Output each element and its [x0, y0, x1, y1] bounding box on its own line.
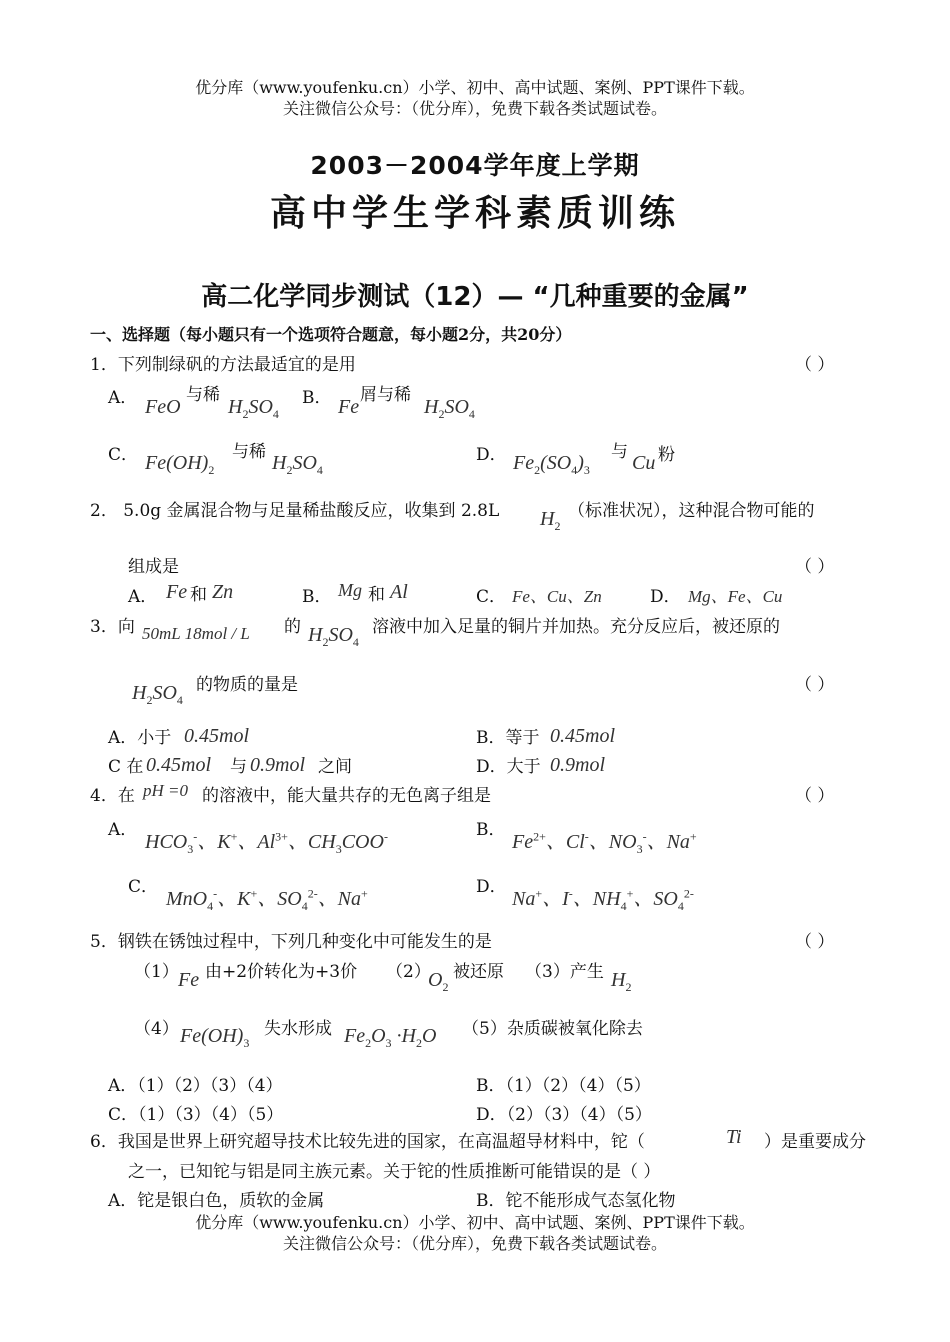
q3-d-text: D．大于	[476, 757, 541, 777]
q3-c-value-2	[250, 754, 305, 777]
q3-c-text-1: C 在	[108, 757, 144, 777]
q5-option-b: B．（1）（2）（4）（5）	[476, 1076, 651, 1096]
q1-answer-paren: （ ）	[795, 355, 835, 375]
q1-c-text: 与稀	[232, 442, 266, 462]
q3-acid: $H_2SO_4$	[308, 624, 359, 649]
q2-answer-paren: （ ）	[795, 557, 835, 577]
q4-answer-paren: （ ）	[795, 786, 835, 806]
q5-item-2-text: 被还原	[453, 962, 504, 982]
q2-b-text: 和	[368, 585, 385, 605]
q1-a-acid: $H_2SO_4$	[228, 396, 279, 421]
q5-stem: 5．钢铁在锈蚀过程中，下列几种变化中可能发生的是	[90, 932, 492, 952]
q3-c-text-2: 与	[230, 757, 247, 777]
q4-c-label: C．	[128, 877, 159, 897]
q3-b-text: B．等于	[476, 728, 540, 748]
q4-c-ions: MnO$_4$-、K+、$SO_4^{2-}$、Na+	[166, 886, 368, 913]
q2-a-label: A．	[128, 587, 158, 607]
q4-a-label: A．	[108, 820, 138, 840]
q5-item-4-formula: $Fe(OH)_3$	[180, 1025, 250, 1050]
q5-item-1: （1）	[134, 962, 179, 982]
q5-item-1-text: 由+2价转化为+3价	[205, 962, 358, 982]
q5-item-5: （5）杂质碳被氧化除去	[462, 1019, 643, 1039]
q5-item-4: （4）	[134, 1019, 179, 1039]
q2-d-label: D．	[650, 587, 681, 607]
q3-a-unit: mol	[219, 725, 249, 747]
q3-a-value	[184, 725, 249, 748]
q6-stem-1: 6．我国是世界上研究超导技术比较先进的国家，在高温超导材料中，铊（	[90, 1132, 645, 1152]
q3-concentration: 50mL 18mol / L	[142, 624, 250, 643]
q2-d-formula: Mg、Fe、Cu	[688, 587, 783, 606]
title-sub: 高二化学同步测试（12）— “几种重要的金属”	[201, 282, 749, 312]
q1-stem: 1．下列制绿矾的方法最适宜的是用	[90, 355, 356, 375]
q1-c-label: C．	[108, 445, 139, 465]
q5-option-a: A．（1）（2）（3）（4）	[108, 1076, 283, 1096]
q4-ph: pH =0	[143, 781, 188, 800]
q3-c-unit-2: mol	[275, 754, 305, 776]
q3-d-num: 0.9	[550, 754, 575, 776]
q4-a-ions: $HCO_3^-$、K+、$Al^{3+}$、$CH_3COO^-$	[145, 829, 388, 856]
q5-option-c: C．（1）（3）（4）（5）	[108, 1105, 284, 1125]
q1-b-label: B．	[302, 388, 332, 408]
q5-item-3: （3）产生	[525, 962, 604, 982]
q3-a-text: A．小于	[108, 728, 172, 748]
q1-a-text: 与稀	[186, 385, 220, 405]
q4-stem-1: 4．在	[90, 786, 135, 806]
q1-a-label: A．	[108, 388, 138, 408]
q4-b-label: B．	[476, 820, 506, 840]
q3-stem-2: 的	[284, 617, 301, 637]
q3-c-num-2: 0.9	[250, 754, 275, 776]
q1-c-formula: $Fe(OH)_2$	[145, 452, 215, 477]
q5-item-2-o2: $O_2$	[428, 969, 449, 994]
q2-stem-3: 组成是	[128, 557, 179, 577]
q1-b-text: 屑与稀	[360, 385, 411, 405]
q3-c-unit-1: mol	[181, 754, 211, 776]
q2-b-mg: Mg	[338, 580, 362, 600]
q1-d-text-1: 与	[611, 442, 628, 462]
q2-stem-1: 2． 5.0g 金属混合物与足量稀盐酸反应，收集到 2.8L	[90, 501, 500, 521]
q6-option-b: B．铊不能形成气态氢化物	[476, 1191, 676, 1211]
q1-c-acid: $H_2SO_4$	[272, 452, 323, 477]
q3-b-unit: mol	[585, 725, 615, 747]
header-line-2: 关注微信公众号：（优分库），免费下载各类试题试卷。	[282, 99, 667, 118]
q2-b-al: Al	[390, 581, 408, 603]
q2-a-zn: Zn	[212, 581, 234, 603]
q1-b-acid: $H_2SO_4$	[424, 396, 475, 421]
q5-answer-paren: （ ）	[795, 932, 835, 952]
q6-stem-3: 之一，已知铊与铝是同主族元素。关于铊的性质推断可能错误的是（ ）	[128, 1162, 661, 1182]
header-line-1: 优分库（www.youfenku.cn）小学、初中、高中试题、案例、PPT课件下载。	[195, 78, 755, 97]
title-main: 高中学生学科素质训练	[269, 193, 680, 234]
q5-item-4-text: 失水形成	[264, 1019, 332, 1039]
q3-c-value-1	[146, 754, 211, 777]
q4-stem-2: 的溶液中，能大量共存的无色离子组是	[202, 786, 491, 806]
q6-option-a: A．铊是银白色，质软的金属	[108, 1191, 325, 1211]
q5-item-3-h2: $H_2$	[611, 969, 632, 994]
q1-b-formula: Fe	[338, 396, 360, 418]
q3-c-text-3: 之间	[318, 757, 352, 777]
q2-a-text: 和	[190, 585, 207, 605]
q2-c-formula: Fe、Cu、Zn	[512, 587, 602, 606]
q5-option-d: D．（2）（3）（4）（5）	[476, 1105, 652, 1125]
q2-c-label: C．	[476, 587, 507, 607]
q2-b-label: B．	[302, 587, 332, 607]
q4-d-label: D．	[476, 877, 507, 897]
footer-line-1: 优分库（www.youfenku.cn）小学、初中、高中试题、案例、PPT课件下载。	[195, 1213, 755, 1232]
q3-a-num: 0.45	[184, 725, 219, 747]
q5-item-2: （2）	[386, 962, 431, 982]
q3-d-unit: mol	[575, 754, 605, 776]
q3-acid-2: $H_2SO_4$	[132, 682, 183, 707]
q1-d-cu: Cu	[632, 452, 656, 474]
q6-ti: Ti	[726, 1126, 742, 1148]
q3-b-num: 0.45	[550, 725, 585, 747]
q3-answer-paren: （ ）	[795, 675, 835, 695]
q5-item-4-product: $Fe_2O_3 \cdot H_2O$	[344, 1025, 437, 1050]
q3-c-num-1: 0.45	[146, 754, 181, 776]
q6-stem-2: ）是重要成分	[764, 1132, 866, 1152]
q5-item-1-fe: Fe	[178, 969, 200, 991]
q1-d-text-2: 粉	[658, 445, 675, 465]
section-heading: 一、选择题（每小题只有一个选项符合题意，每小题2分，共20分）	[90, 325, 572, 344]
q2-h2: $H_2$	[540, 508, 561, 533]
q2-a-fe: Fe	[166, 581, 188, 603]
q3-b-value	[550, 725, 615, 748]
title-year: 2003－2004学年度上学期	[310, 151, 640, 180]
q3-stem-1: 3．向	[90, 617, 135, 637]
q4-d-ions: Na+、I-、$NH_4^+$、$SO_4^{2-}$	[512, 886, 694, 913]
q3-stem-4: 的物质的量是	[196, 675, 298, 695]
q2-stem-2: （标准状况），这种混合物可能的	[568, 501, 815, 521]
q1-d-formula: $Fe_2(SO_4)_3$	[513, 452, 590, 477]
q4-b-ions: $Fe^{2+}$、Cl-、$NO_3^-$、Na+	[512, 829, 697, 856]
q1-a-formula: FeO	[145, 396, 181, 418]
footer-line-2: 关注微信公众号：（优分库），免费下载各类试题试卷。	[282, 1234, 667, 1253]
q3-stem-3: 溶液中加入足量的铜片并加热。充分反应后，被还原的	[372, 617, 780, 637]
q3-d-value	[550, 754, 605, 777]
q1-d-label: D．	[476, 445, 507, 465]
